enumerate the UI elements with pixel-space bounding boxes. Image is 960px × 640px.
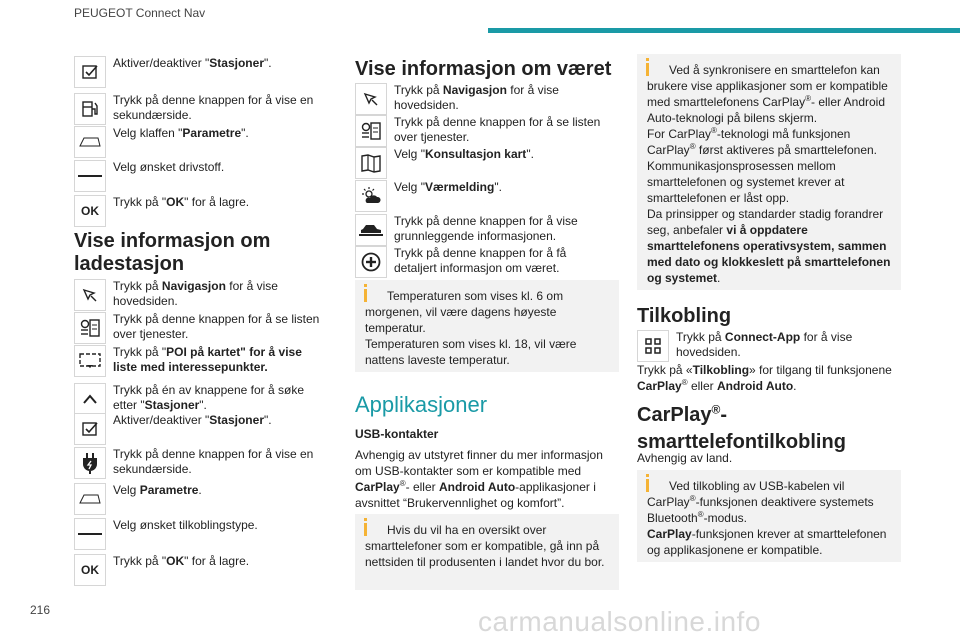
row-text xyxy=(113,56,328,88)
text: Avhengig av utstyret finner du mer informasjon om USB-kontakter som er kompatible med xyxy=(355,448,603,478)
header-accent-bar xyxy=(488,28,960,33)
text: for å vise hovedsiden. xyxy=(676,330,853,359)
row-text xyxy=(394,147,609,179)
row-text xyxy=(394,115,609,147)
text: ® xyxy=(711,126,717,135)
row-text xyxy=(113,126,328,158)
text: -applikasjoner i avsnittet “Brukervennlighet og komfort”. xyxy=(355,480,596,510)
row-text xyxy=(113,279,328,311)
info-text: Temperaturen som vises kl. 18, vil være nattens laveste temperatur. xyxy=(365,337,577,367)
text: ". xyxy=(526,147,534,161)
usb-heading: USB-kontakter xyxy=(355,427,439,441)
text: CarPlay xyxy=(637,379,682,393)
text: for å vise hovedsiden. xyxy=(113,279,278,308)
text: Android Auto xyxy=(716,379,794,393)
text: . xyxy=(198,483,202,497)
car-icon[interactable] xyxy=(355,214,387,246)
row-text xyxy=(113,447,328,479)
text: Da prinsipper og standarder stadig forandrer seg, anbefaler xyxy=(647,207,884,237)
text: Trykk på denne knappen for å vise grunnleggende informasjonen. xyxy=(394,214,578,243)
row-text xyxy=(394,214,609,246)
info-icon xyxy=(646,479,649,492)
instruction-row xyxy=(355,147,609,179)
text: Navigasjon xyxy=(161,279,226,293)
weather-heading: Vise informasjon om været xyxy=(355,58,612,80)
row-text xyxy=(113,345,328,377)
text: for å vise hovedsiden. xyxy=(394,83,559,112)
text: ". xyxy=(494,180,502,194)
row-text xyxy=(113,93,328,125)
text: Stasjoner xyxy=(209,56,264,70)
text: Velg " xyxy=(394,180,425,194)
instruction-row xyxy=(74,126,328,158)
instruction-row xyxy=(74,345,328,377)
text: Trykk på xyxy=(676,330,725,344)
text: ® xyxy=(805,94,811,103)
row-text xyxy=(394,83,609,115)
instruction-row xyxy=(355,83,609,115)
instruction-row xyxy=(74,160,328,192)
text: Trykk på xyxy=(394,83,443,97)
text: Trykk på « xyxy=(637,363,693,377)
text: Værmelding xyxy=(424,180,495,194)
info-icon xyxy=(364,289,367,302)
text: ® xyxy=(689,494,696,503)
poi-map-icon[interactable] xyxy=(74,345,106,377)
row-text xyxy=(394,180,609,212)
navigation-icon[interactable] xyxy=(74,279,106,311)
text: -funksjonen krever at smarttelefonen og applikasjonene er kompatible. xyxy=(647,527,887,557)
watermark: carmanualsonline.info xyxy=(478,606,761,637)
services-list-icon[interactable] xyxy=(355,115,387,147)
text: Trykk på denne knappen for å vise en sekundærside. xyxy=(113,447,314,476)
header-title: PEUGEOT Connect Nav xyxy=(74,6,206,20)
text: OK xyxy=(166,554,185,568)
text: Parametre xyxy=(139,483,199,497)
text: Stasjoner xyxy=(144,398,200,412)
plus-icon[interactable] xyxy=(355,246,387,278)
text: » for tilgang til funksjonene xyxy=(749,363,892,377)
text: ® xyxy=(697,510,704,519)
row-text xyxy=(113,195,328,227)
info-box-carplay-sync xyxy=(637,54,901,290)
info-text xyxy=(647,62,891,126)
text: Trykk på denne knappen for å se listen over tjenester. xyxy=(113,312,320,341)
row-text xyxy=(113,413,328,445)
parameter-tab-icon[interactable] xyxy=(74,483,106,515)
info-box-temperature xyxy=(355,280,619,372)
text: Trykk på " xyxy=(113,195,167,209)
text: - eller Android Auto-teknologi på bilens skjerm. xyxy=(647,95,886,125)
instruction-row xyxy=(74,518,328,550)
instruction-row xyxy=(74,56,328,88)
country-text: Avhengig av land. xyxy=(637,451,733,465)
usb-paragraph xyxy=(355,447,617,511)
instruction-row xyxy=(74,312,328,344)
text: - eller xyxy=(405,480,439,494)
row-text xyxy=(676,330,896,362)
connect-app-row xyxy=(637,330,896,362)
text: Velg xyxy=(113,483,140,497)
info-text: Kommunikasjonsprosessen mellom smarttelefonen og systemet krever at smarttelefonen er låst opp. xyxy=(647,159,845,205)
text: -teknologi må funksjonen CarPlay xyxy=(647,127,851,157)
text: først aktiveres på smarttelefonen. xyxy=(695,143,877,157)
weather-icon[interactable] xyxy=(355,180,387,212)
row-text xyxy=(113,383,328,415)
info-text xyxy=(647,526,891,558)
charging-plug-icon[interactable] xyxy=(74,447,106,479)
text: Aktiver/deaktiver " xyxy=(113,56,210,70)
text: Aktiver/deaktiver " xyxy=(113,413,210,427)
text: Stasjoner xyxy=(209,413,264,427)
page-number: 216 xyxy=(30,603,51,617)
instruction-row xyxy=(74,383,328,415)
connection-heading: Tilkobling xyxy=(637,305,732,327)
text: ". xyxy=(263,413,272,427)
text: vi å oppdatere smarttelefonens operativsystem, sammen med dato og klokkeslett på smarttelefonen og systemet xyxy=(647,223,891,285)
instruction-row xyxy=(74,93,328,125)
instruction-row xyxy=(355,214,609,246)
text: Trykk på denne knappen for å få detaljert informasjon om været. xyxy=(394,246,567,275)
info-text xyxy=(647,206,891,286)
bar-icon[interactable] xyxy=(74,518,106,550)
text: Trykk på denne knappen for å se listen over tjenester. xyxy=(394,115,601,144)
text: -funksjonen deaktivere systemets Bluetooth xyxy=(647,495,874,525)
text: OK xyxy=(166,195,185,209)
navigation-icon[interactable] xyxy=(355,83,387,115)
instruction-row xyxy=(74,483,328,515)
text: CarPlay xyxy=(355,480,400,494)
info-text: Hvis du vil ha en oversikt over smarttelefoner som er kompatible, gå inn på nettsiden til produsenten i landet hvor du bor. xyxy=(365,523,605,569)
text: - xyxy=(720,404,728,426)
text: POI på kartet" for å vise liste med interessepunkter. xyxy=(113,345,302,374)
instruction-row xyxy=(355,115,609,147)
row-text xyxy=(113,312,328,344)
carplay-heading xyxy=(637,402,902,456)
text: Ved å synkronisere en smarttelefon kan brukere vise applikasjoner som er kompatible med smarttelefonens CarPlay xyxy=(647,63,888,109)
text: Connect-App xyxy=(724,330,801,344)
map-icon[interactable] xyxy=(355,147,387,179)
text: smarttelefontilkobling xyxy=(637,431,846,453)
check-icon[interactable] xyxy=(74,56,106,88)
text: Parametre xyxy=(182,126,242,140)
instruction-row xyxy=(74,195,328,227)
row-text xyxy=(113,160,328,192)
bar-icon[interactable] xyxy=(74,160,106,192)
row-text xyxy=(394,246,609,278)
text: CarPlay xyxy=(637,404,712,426)
text: Trykk på " xyxy=(113,554,167,568)
text: . xyxy=(793,379,797,393)
instruction-row xyxy=(74,554,328,586)
services-list-icon[interactable] xyxy=(74,312,106,344)
text: -modus. xyxy=(703,511,747,525)
row-text xyxy=(113,518,328,550)
text: Velg ønsket tilkoblingstype. xyxy=(113,518,258,532)
text: Tilkobling xyxy=(692,363,750,377)
text: ". xyxy=(241,126,249,140)
apps-grid-icon[interactable] xyxy=(637,330,669,362)
info-icon xyxy=(364,523,367,536)
instruction-row xyxy=(355,180,609,212)
text: For CarPlay xyxy=(647,127,712,141)
text: Navigasjon xyxy=(442,83,507,97)
text: Ved tilkobling av USB-kabelen vil CarPlay xyxy=(647,479,845,509)
text: ® xyxy=(711,402,721,417)
text: CarPlay xyxy=(647,527,692,541)
text: Velg klaffen " xyxy=(113,126,183,140)
text: ". xyxy=(263,56,272,70)
info-text xyxy=(647,126,891,158)
text: Trykk på denne knappen for å vise en sekundærside. xyxy=(113,93,314,122)
ok-button[interactable] xyxy=(74,195,106,227)
text: Trykk på xyxy=(113,279,162,293)
text: ® xyxy=(689,142,696,151)
instruction-row xyxy=(355,246,609,278)
text: Trykk på én av knappene for å søke etter " xyxy=(113,383,304,412)
connect-paragraph xyxy=(637,362,902,394)
info-box-compatibility xyxy=(355,514,619,590)
instruction-row xyxy=(74,279,328,311)
instruction-row xyxy=(74,447,328,479)
info-text: Temperaturen som vises kl. 6 om morgenen, vil være dagens høyeste temperatur. xyxy=(365,289,564,335)
ok-label: OK xyxy=(81,563,99,577)
info-box-usb-carplay xyxy=(637,470,901,562)
info-icon xyxy=(646,63,649,76)
text: ". xyxy=(199,398,207,412)
text: Velg " xyxy=(394,147,425,161)
info-text xyxy=(647,478,891,526)
text: Konsultasjon kart xyxy=(424,147,527,161)
ok-label: OK xyxy=(81,204,99,218)
text: " for å lagre. xyxy=(184,195,250,209)
text: eller xyxy=(687,379,717,393)
text: . xyxy=(717,271,721,285)
text: Android Auto xyxy=(438,480,516,494)
ok-button[interactable] xyxy=(74,554,106,586)
fuel-pump-icon[interactable] xyxy=(74,93,106,125)
text: Velg ønsket drivstoff. xyxy=(113,160,225,174)
chevron-up-icon[interactable] xyxy=(74,383,106,415)
text: ® xyxy=(681,378,688,387)
instruction-row xyxy=(74,413,328,445)
text: ® xyxy=(399,479,406,488)
charging-station-heading: Vise informasjon om ladestasjon xyxy=(74,230,271,275)
parameter-tab-icon[interactable] xyxy=(74,126,106,158)
row-text xyxy=(113,554,328,586)
check-icon[interactable] xyxy=(74,413,106,445)
row-text xyxy=(113,483,328,515)
text: Trykk på " xyxy=(113,345,167,359)
applications-heading: Applikasjoner xyxy=(355,392,488,417)
text: " for å lagre. xyxy=(184,554,250,568)
